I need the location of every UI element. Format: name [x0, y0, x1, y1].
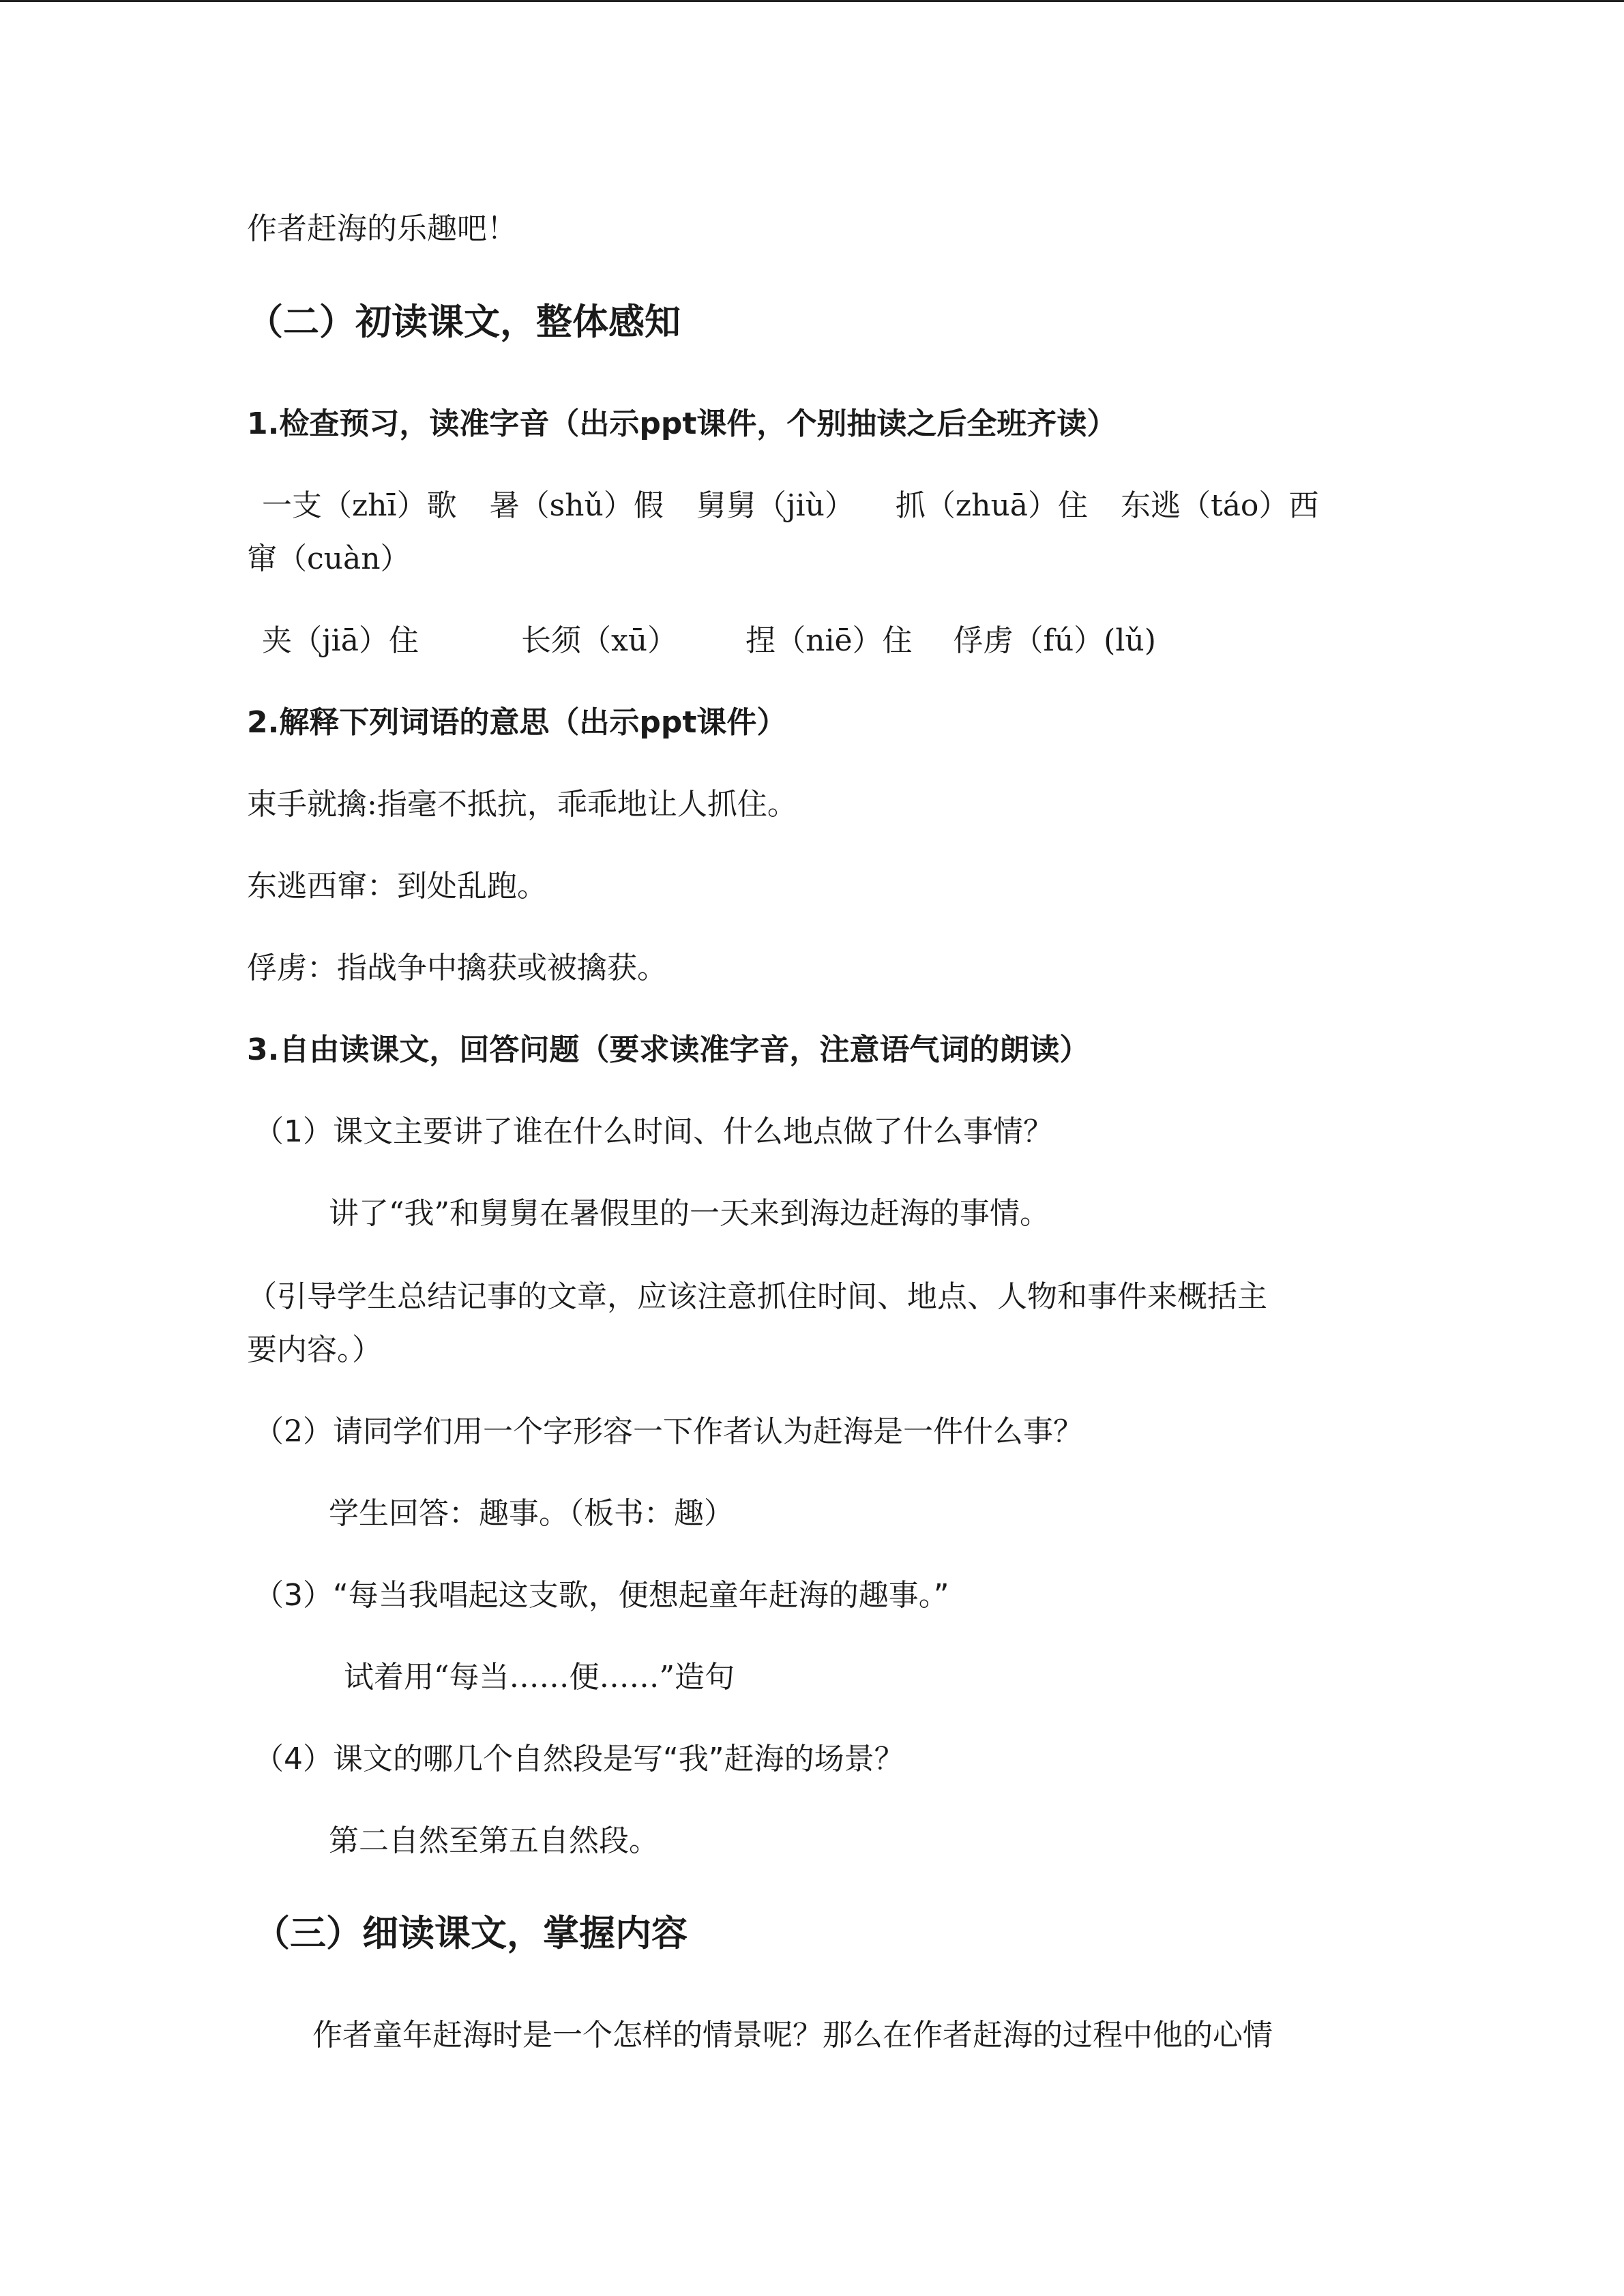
answer-1: 讲了“我”和舅舅在暑假里的一天来到海边赶海的事情。 [329, 1196, 1050, 1231]
pinyin-word: 俘虏（fú）(lǔ) [953, 623, 1156, 658]
pinyin-row-2 [262, 621, 1156, 661]
section-3-heading: （三）细读课文，掌握内容 [254, 1912, 688, 1954]
definition-3: 俘虏：指战争中擒获或被擒获。 [247, 951, 667, 985]
pinyin-word: 长须（xū） [520, 623, 678, 658]
pinyin-word: 抓（zhuā）住 [895, 488, 1089, 523]
pinyin-word: 捏（niē）住 [745, 623, 913, 658]
item-2-heading: 2.解释下列词语的意思（出示ppt课件） [247, 705, 787, 740]
paragraph-start: 作者童年赶海时是一个怎样的情景呢？那么在作者赶海的过程中他的心情 [312, 2018, 1273, 2053]
pinyin-word: 夹（jiā）住 [262, 623, 419, 658]
page-top-border [0, 0, 1624, 2]
pinyin-word: 一支（zhī）歌 [262, 488, 457, 523]
section-2-heading: （二）初读课文，整体感知 [247, 301, 681, 343]
pinyin-row-1-continuation: 窜（cuàn） [247, 541, 411, 576]
question-1: （1）课文主要讲了谁在什么时间、什么地点做了什么事情？ [254, 1114, 1053, 1149]
answer-4: 第二自然至第五自然段。 [329, 1823, 659, 1858]
question-4: （4）课文的哪几个自然段是写“我”赶海的场景？ [254, 1742, 904, 1776]
teaching-note-line-1: （引导学生总结记事的文章，应该注意抓住时间、地点、人物和事件来概括主 [247, 1279, 1267, 1314]
pinyin-row-1 [262, 486, 1318, 526]
intro-continuation: 作者赶海的乐趣吧！ [247, 211, 517, 246]
question-2: （2）请同学们用一个字形容一下作者认为赶海是一件什么事？ [254, 1414, 1083, 1449]
pinyin-word: 舅舅（jiù） [696, 488, 855, 523]
pinyin-word: 暑（shǔ）假 [489, 488, 664, 523]
teaching-note-line-2: 要内容。） [247, 1332, 382, 1367]
answer-2: 学生回答：趣事。（板书：趣） [329, 1496, 734, 1531]
item-3-heading: 3.自由读课文，回答问题（要求读准字音，注意语气词的朗读） [247, 1032, 1090, 1067]
definition-1: 束手就擒:指毫不抵抗，乖乖地让人抓住。 [247, 787, 797, 822]
question-3: （3）“每当我唱起这支歌，便想起童年赶海的趣事。” [254, 1578, 949, 1613]
answer-3: 试着用“每当……便……”造句 [344, 1660, 735, 1695]
pinyin-word: 东逃（táo）西 [1121, 488, 1319, 523]
definition-2: 东逃西窜：到处乱跑。 [247, 869, 547, 904]
item-1-heading: 1.检查预习，读准字音（出示ppt课件，个别抽读之后全班齐读） [247, 406, 1117, 441]
